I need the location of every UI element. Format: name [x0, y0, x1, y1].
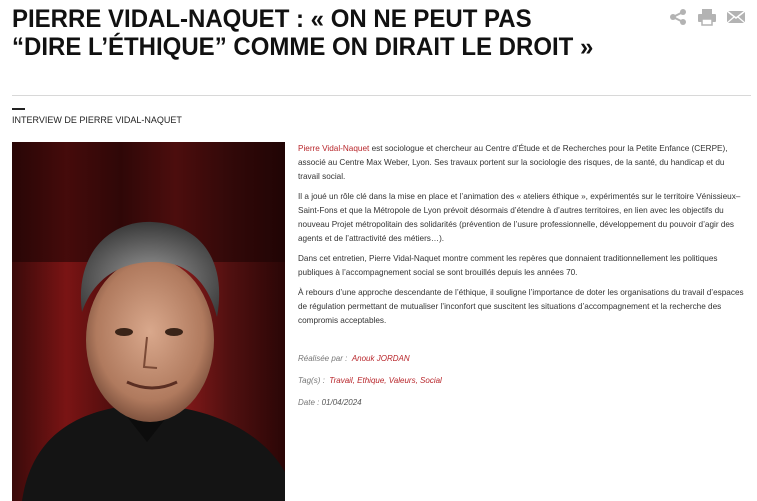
intro-paragraph — [298, 142, 746, 184]
author-link[interactable]: Pierre Vidal-Naquet — [298, 144, 370, 153]
tags-line — [298, 376, 442, 385]
credit-line — [298, 354, 410, 363]
portrait-photo — [12, 142, 285, 501]
print-icon[interactable] — [696, 8, 718, 26]
date-line — [298, 398, 362, 407]
paragraph-2: Il a joué un rôle clé dans la mise en place et l’animation des « ateliers éthique », expérimentés sur le territoire Vénissieux–Saint-Fons et que la Métropole de Lyon prévoit désormais d’étendre à d’autres territoires, en lien avec les objectifs du nouveau Projet métropolitain des solidarités (prévention de l’usure professionnelle, développement du pouvoir d’agir des agents et de l’attractivité des métiers…). — [298, 192, 741, 243]
tags-label: Tag(s) : — [298, 376, 325, 385]
article-title: PIERRE VIDAL-NAQUET : « ON NE PEUT PAS “DIRE L’ÉTHIQUE” COMME ON DIRAIT LE DROIT » — [12, 5, 594, 61]
article-body — [298, 142, 746, 334]
tag-social[interactable]: Social — [420, 376, 442, 385]
article-subtitle: INTERVIEW DE PIERRE VIDAL-NAQUET — [12, 115, 182, 125]
mail-icon[interactable] — [725, 8, 747, 26]
title-divider — [12, 95, 751, 96]
tag-valeurs[interactable]: Valeurs, — [388, 376, 418, 385]
credit-label: Réalisée par : — [298, 354, 348, 363]
intro-text: est sociologue et chercheur au Centre d’Étude et de Recherches pour la Petite Enfance (CERPE), associé au Centre Max Weber, Lyon. Ses travaux portent sur la sociologie des risques, de la santé, du handicap et du travail social. — [298, 144, 728, 181]
credit-author-link[interactable]: Anouk JORDAN — [351, 354, 410, 363]
paragraph-4: À rebours d’une approche descendante de l’éthique, il souligne l’importance de doter les organisations du travail d’espaces de régulation permettant de mutualiser l’inconfort que suscitent les situations d’accompagnement et la recherche des compromis acceptables. — [298, 288, 744, 325]
tag-ethique[interactable]: Ethique, — [357, 376, 387, 385]
date-label: Date : — [298, 398, 320, 407]
share-icon[interactable] — [667, 8, 689, 26]
date-value: 01/04/2024 — [321, 398, 362, 407]
paragraph-3: Dans cet entretien, Pierre Vidal-Naquet montre comment les repères que donnaient traditionnellement les politiques publiques à l’accompagnement social se sont brouillés depuis les années 70. — [298, 254, 718, 277]
subtitle-dash — [12, 108, 25, 110]
tag-travail[interactable]: Travail, — [329, 376, 355, 385]
article-toolbar — [667, 8, 747, 26]
